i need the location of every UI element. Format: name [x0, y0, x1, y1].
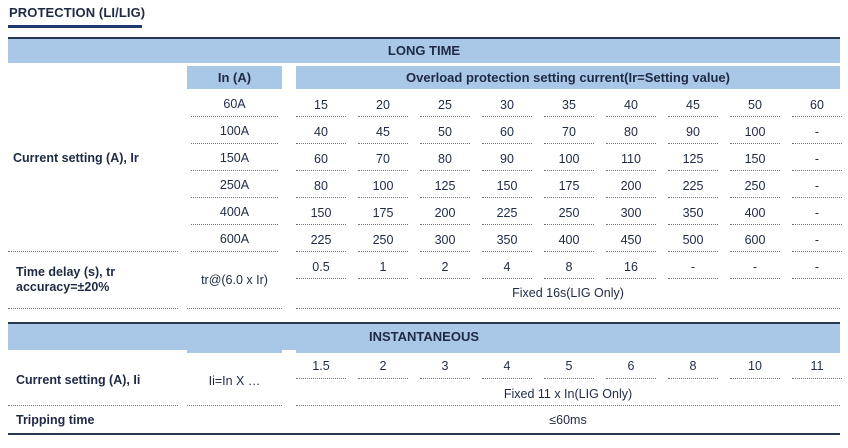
- tripping-time-value: ≤60ms: [549, 413, 587, 427]
- instantaneous-formula: Ii=In X …: [208, 374, 261, 388]
- setting-value-cell: 300: [434, 233, 456, 247]
- cell-divider: [792, 278, 842, 279]
- cell-divider: [296, 378, 346, 379]
- cell-divider: [358, 143, 408, 144]
- cell-divider: [358, 251, 408, 252]
- in-header-strip: [187, 350, 282, 353]
- cell-divider: [668, 278, 718, 279]
- setting-value-cell: 80: [314, 179, 328, 193]
- setting-value-cell: 175: [372, 206, 394, 220]
- instantaneous-note: Fixed 11 x In(LIG Only): [503, 387, 633, 401]
- cell-divider: [420, 224, 470, 225]
- title-underline: [8, 25, 142, 28]
- setting-value-cell: 50: [438, 125, 452, 139]
- cell-divider: [668, 197, 718, 198]
- setting-value-cell: 350: [496, 233, 518, 247]
- cell-divider: [606, 224, 656, 225]
- cell-divider: [420, 251, 470, 252]
- setting-value-cell: -: [814, 233, 820, 247]
- cell-divider: [191, 143, 278, 144]
- current-setting-label: Current setting (A), Ir: [13, 151, 139, 165]
- setting-value-cell: 50: [748, 98, 762, 112]
- setting-value-cell: -: [814, 125, 820, 139]
- cell-divider: [730, 278, 780, 279]
- instantaneous-value-cell: 1.5: [312, 359, 330, 373]
- setting-value-cell: 150: [744, 152, 766, 166]
- cell-divider: [606, 251, 656, 252]
- row-divider: [187, 405, 282, 406]
- setting-value-cell: 300: [620, 206, 642, 220]
- in-rating-cell: 60A: [223, 97, 246, 111]
- time-delay-cell: 8: [565, 260, 573, 274]
- setting-value-cell: 225: [310, 233, 332, 247]
- setting-value-cell: 90: [686, 125, 700, 139]
- cell-divider: [730, 170, 780, 171]
- cell-divider: [191, 224, 278, 225]
- setting-value-cell: 175: [558, 179, 580, 193]
- page-title: PROTECTION (LI/LIG): [9, 5, 146, 20]
- setting-value-cell: 125: [682, 152, 704, 166]
- cell-divider: [420, 143, 470, 144]
- setting-value-cell: -: [814, 179, 820, 193]
- setting-value-cell: 80: [624, 125, 638, 139]
- setting-value-cell: 250: [372, 233, 394, 247]
- time-delay-label: Time delay (s), tr: [16, 265, 116, 279]
- long-time-heading: LONG TIME: [387, 43, 461, 58]
- setting-value-cell: 45: [686, 98, 700, 112]
- row-divider: [296, 308, 840, 309]
- cell-divider: [482, 378, 532, 379]
- cell-divider: [296, 116, 346, 117]
- cell-divider: [358, 116, 408, 117]
- time-delay-cell: 4: [503, 260, 511, 274]
- cell-divider: [420, 278, 470, 279]
- setting-value-cell: 400: [744, 206, 766, 220]
- cell-divider: [792, 116, 842, 117]
- cell-divider: [668, 378, 718, 379]
- setting-value-cell: 90: [500, 152, 514, 166]
- cell-divider: [482, 251, 532, 252]
- cell-divider: [358, 278, 408, 279]
- setting-header-strip: [296, 350, 840, 353]
- cell-divider: [296, 224, 346, 225]
- cell-divider: [730, 378, 780, 379]
- cell-divider: [668, 224, 718, 225]
- cell-divider: [482, 224, 532, 225]
- cell-divider: [358, 378, 408, 379]
- tripping-time-label: Tripping time: [16, 413, 95, 427]
- time-delay-cell: 2: [441, 260, 449, 274]
- cell-divider: [420, 378, 470, 379]
- cell-divider: [730, 143, 780, 144]
- in-column-header: In (A): [187, 66, 282, 89]
- time-delay-cell: -: [690, 260, 696, 274]
- cell-divider: [792, 143, 842, 144]
- instantaneous-value-cell: 4: [503, 359, 511, 373]
- time-delay-cell: 0.5: [312, 260, 330, 274]
- setting-value-cell: 225: [496, 206, 518, 220]
- cell-divider: [358, 224, 408, 225]
- setting-value-cell: 80: [438, 152, 452, 166]
- time-delay-cell: -: [752, 260, 758, 274]
- cell-divider: [606, 170, 656, 171]
- setting-value-cell: 20: [376, 98, 390, 112]
- cell-divider: [544, 278, 594, 279]
- cell-divider: [191, 170, 278, 171]
- setting-value-cell: 60: [810, 98, 824, 112]
- setting-value-cell: 150: [496, 179, 518, 193]
- setting-value-cell: 600: [744, 233, 766, 247]
- cell-divider: [792, 251, 842, 252]
- instantaneous-current-label: Current setting (A), Ii: [16, 373, 141, 387]
- instantaneous-heading: INSTANTANEOUS: [368, 329, 480, 344]
- cell-divider: [730, 251, 780, 252]
- row-divider: [8, 405, 178, 406]
- in-rating-cell: 100A: [219, 124, 250, 138]
- cell-divider: [296, 251, 346, 252]
- cell-divider: [296, 143, 346, 144]
- setting-value-cell: 250: [744, 179, 766, 193]
- cell-divider: [296, 170, 346, 171]
- instantaneous-value-cell: 6: [627, 359, 635, 373]
- setting-value-cell: 225: [682, 179, 704, 193]
- row-divider: [296, 405, 840, 406]
- setting-value-cell: 100: [744, 125, 766, 139]
- cell-divider: [191, 116, 278, 117]
- setting-value-cell: 110: [621, 152, 641, 166]
- cell-divider: [606, 143, 656, 144]
- cell-divider: [544, 116, 594, 117]
- cell-divider: [420, 197, 470, 198]
- row-divider: [8, 308, 178, 309]
- in-rating-cell: 150A: [219, 151, 250, 165]
- setting-value-cell: 25: [438, 98, 452, 112]
- setting-value-cell: 40: [314, 125, 328, 139]
- setting-value-cell: 70: [376, 152, 390, 166]
- cell-divider: [730, 197, 780, 198]
- cell-divider: [668, 251, 718, 252]
- setting-value-cell: 70: [562, 125, 576, 139]
- setting-value-cell: 500: [682, 233, 704, 247]
- setting-value-cell: 400: [558, 233, 580, 247]
- cell-divider: [482, 143, 532, 144]
- setting-value-cell: -: [814, 152, 820, 166]
- cell-divider: [482, 197, 532, 198]
- cell-divider: [792, 378, 842, 379]
- cell-divider: [792, 170, 842, 171]
- cell-divider: [668, 143, 718, 144]
- setting-value-cell: -: [814, 206, 820, 220]
- cell-divider: [730, 224, 780, 225]
- cell-divider: [358, 170, 408, 171]
- cell-divider: [606, 197, 656, 198]
- cell-divider: [668, 116, 718, 117]
- setting-value-cell: 60: [500, 125, 514, 139]
- cell-divider: [730, 116, 780, 117]
- cell-divider: [482, 278, 532, 279]
- cell-divider: [544, 170, 594, 171]
- setting-value-cell: 150: [310, 206, 332, 220]
- cell-divider: [482, 170, 532, 171]
- setting-value-cell: 350: [682, 206, 704, 220]
- in-rating-cell: 250A: [219, 178, 250, 192]
- row-divider: [187, 308, 282, 309]
- cell-divider: [482, 116, 532, 117]
- setting-value-cell: 15: [314, 98, 328, 112]
- instantaneous-value-cell: 11: [810, 359, 824, 373]
- cell-divider: [191, 251, 278, 252]
- instantaneous-band: [8, 324, 840, 350]
- time-delay-cell: -: [814, 260, 820, 274]
- setting-value-cell: 200: [620, 179, 642, 193]
- setting-value-cell: 200: [434, 206, 456, 220]
- cell-divider: [606, 116, 656, 117]
- cell-divider: [544, 378, 594, 379]
- time-delay-note: Fixed 16s(LIG Only): [512, 286, 624, 300]
- time-delay-cell: 16: [624, 260, 638, 274]
- time-delay-cell: 1: [379, 260, 387, 274]
- instantaneous-value-cell: 8: [689, 359, 697, 373]
- cell-divider: [544, 143, 594, 144]
- setting-value-cell: 35: [562, 98, 576, 112]
- cell-divider: [358, 197, 408, 198]
- cell-divider: [606, 378, 656, 379]
- setting-value-cell: 30: [500, 98, 514, 112]
- cell-divider: [420, 116, 470, 117]
- setting-value-cell: 100: [558, 152, 580, 166]
- setting-value-cell: 125: [434, 179, 456, 193]
- instantaneous-value-cell: 3: [441, 359, 449, 373]
- cell-divider: [792, 197, 842, 198]
- cell-divider: [668, 170, 718, 171]
- setting-value-cell: 60: [314, 152, 328, 166]
- setting-value-cell: 250: [558, 206, 580, 220]
- time-delay-condition: tr@(6.0 x Ir): [201, 273, 268, 287]
- cell-divider: [606, 278, 656, 279]
- cell-divider: [792, 224, 842, 225]
- cell-divider: [296, 197, 346, 198]
- accuracy-label: accuracy=±20%: [16, 280, 110, 294]
- cell-divider: [544, 251, 594, 252]
- setting-value-cell: 40: [624, 98, 638, 112]
- instantaneous-value-cell: 5: [565, 359, 573, 373]
- in-rating-cell: 400A: [219, 205, 250, 219]
- instantaneous-value-cell: 10: [748, 359, 762, 373]
- in-rating-cell: 600A: [219, 232, 250, 246]
- setting-value-cell: 100: [372, 179, 394, 193]
- cell-divider: [191, 197, 278, 198]
- row-divider: [8, 251, 178, 252]
- long-time-band: [8, 39, 840, 63]
- setting-column-header: Overload protection setting current(Ir=Setting value): [296, 66, 840, 89]
- table-bottom-rule: [8, 433, 840, 435]
- cell-divider: [420, 170, 470, 171]
- setting-value-cell: 45: [376, 125, 390, 139]
- instantaneous-value-cell: 2: [379, 359, 387, 373]
- cell-divider: [544, 197, 594, 198]
- cell-divider: [544, 224, 594, 225]
- cell-divider: [296, 278, 346, 279]
- setting-value-cell: 450: [620, 233, 642, 247]
